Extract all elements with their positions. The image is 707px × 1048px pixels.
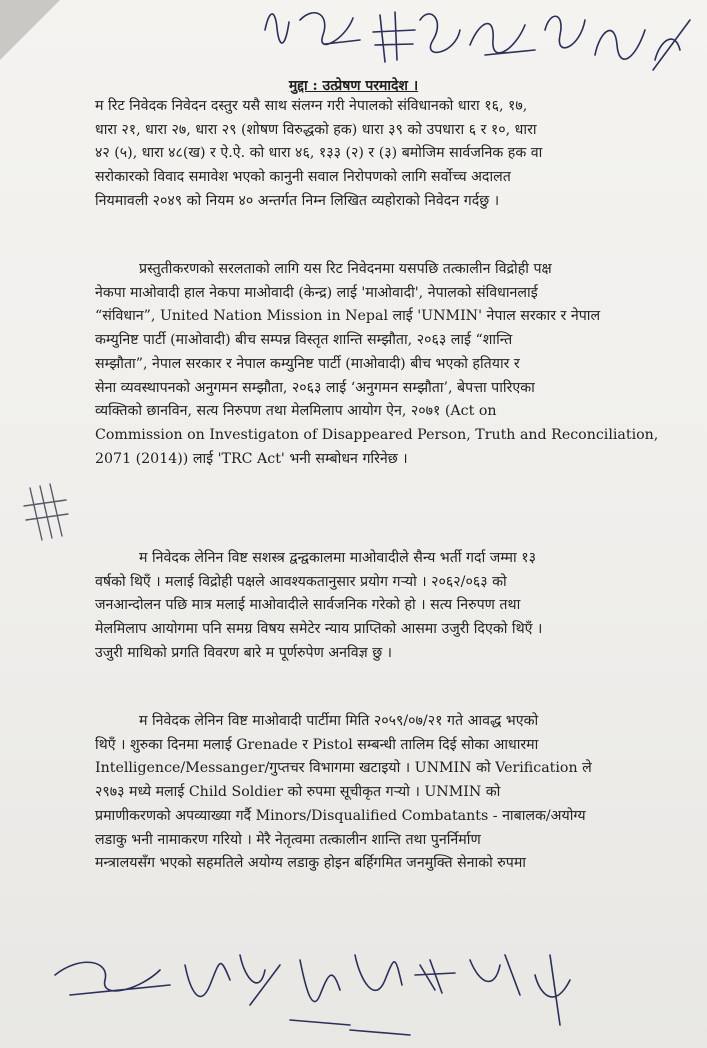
paragraph-2 bbox=[95, 258, 665, 471]
margin-hash-mark bbox=[20, 478, 70, 548]
text-line: म निवेदक लेनिन विष्ट सशस्त्र द्वन्द्वकालमा माओवादीले सैन्य भर्ती गर्दा जम्मा १३ bbox=[139, 550, 536, 566]
document-heading: मुद्दा : उत्प्रेषण परमादेश । bbox=[288, 78, 419, 94]
text-line: ४२ (५), धारा ४८(ख) र ऐ.ऐ. को धारा ४६, १३३ (२) र (३) बमोजिम सार्वजनिक हक वा bbox=[95, 145, 543, 162]
page-corner-shadow bbox=[0, 0, 60, 60]
text-line: जनआन्दोलन पछि मात्र मलाई माओवादीले सार्वजनिक गरेको हो । सत्य निरुपण तथा bbox=[95, 597, 521, 614]
paragraph-3 bbox=[95, 547, 665, 666]
text-line: सम्झौता”, नेपाल सरकार र नेपाल कम्युनिष्ट पार्टी (माओवादी) बीच भएको हतियार र bbox=[95, 355, 520, 372]
text-line: Commission on Investigaton of Disappeared Person, Truth and Reconciliation, bbox=[95, 426, 659, 443]
text-line: कम्युनिष्ट पार्टी (माओवादी) बीच सम्पन्न विस्तृत शान्ति सम्झौता, २०६३ लाई “शान्ति bbox=[95, 332, 513, 349]
text-line: थिएँ । शुरुका दिनमा मलाई Grenade र Pistol सम्बन्धी तालिम दिई सोका आधारमा bbox=[95, 736, 539, 753]
text-line: उजुरी माथिको प्रगति विवरण बारे म पूर्णरुपेण अनविज्ञ छु । bbox=[95, 644, 393, 661]
text-line: म निवेदक लेनिन विष्ट माओवादी पार्टीमा मिति २०५९/०७/२१ गते आवद्ध भएको bbox=[139, 713, 539, 729]
text-line: मेलमिलाप आयोगमा पनि समग्र विषय समेटेर न्याय प्राप्तिको आसमा उजुरी दिएको थिएँ । bbox=[95, 621, 543, 638]
handwritten-signatures-bottom bbox=[50, 935, 590, 1045]
text-line: प्रमाणीकरणको अपव्याख्या गर्दै Minors/Disqualified Combatants - नाबालक/अयोग्य bbox=[95, 807, 586, 824]
paragraph-1 bbox=[95, 95, 665, 214]
handwritten-signatures-top bbox=[255, 0, 695, 85]
text-line: “संविधान”, United Nation Mission in Nepal लाई 'UNMIN' नेपाल सरकार र नेपाल bbox=[95, 308, 601, 325]
text-line: नियमावली २०४९ को नियम ४० अन्तर्गत निम्न लिखित व्यहोराको निवेदन गर्दछु । bbox=[95, 192, 500, 209]
text-line: सेना व्यवस्थापनको अनुगमन सम्झौता, २०६३ लाई ‘अनुगमन सम्झौता’, बेपत्ता पारिएका bbox=[95, 379, 535, 396]
text-line: २९७३ मध्ये मलाई Child Soldier को रुपमा सूचीकृत गर्‍यो । UNMIN को bbox=[95, 784, 501, 801]
text-line: प्रस्तुतीकरणको सरलताको लागि यस रिट निवेदनमा यसपछि तत्कालीन विद्रोही पक्ष bbox=[139, 261, 552, 277]
text-line: Intelligence/Messanger/गुप्तचर विभागमा खटाइयो । UNMIN को Verification ले bbox=[95, 760, 592, 777]
paragraph-4 bbox=[95, 710, 665, 876]
text-line: म रिट निवेदक निवेदन दस्तुर यसै साथ संलग्न गरी नेपालको संविधानको धारा १६, १७, bbox=[95, 98, 528, 114]
text-line: धारा २१, धारा २७, धारा २९ (शोषण विरुद्धको हक) धारा ३९ को उपधारा ६ र १०, धारा bbox=[95, 121, 537, 138]
text-line: लडाकु भनी नामाकरण गरियो । मेरै नेतृत्वमा तत्कालीन शान्ति तथा पुनर्निर्माण bbox=[95, 831, 481, 848]
text-line: मन्त्रालयसँग भएको सहमतिले अयोग्य लडाकु होइन बर्हिगमित जनमुक्ति सेनाको रुपमा bbox=[95, 855, 526, 872]
text-line: व्यक्तिको छानविन, सत्य निरुपण तथा मेलमिलाप आयोग ऐन, २०७१ (Act on bbox=[95, 403, 497, 420]
text-line: 2071 (2014)) लाई 'TRC Act' भनी सम्बोधन गरिनेछ । bbox=[95, 450, 408, 467]
text-line: वर्षको थिएँ । मलाई विद्रोही पक्षले आवश्यकतानुसार प्रयोग गर्‍यो । २०६२/०६३ को bbox=[95, 573, 507, 590]
text-line: सरोकारको विवाद समावेश भएको कानुनी सवाल निरोपणको लागि सर्वोच्च अदालत bbox=[95, 169, 511, 186]
text-line: नेकपा माओवादी हाल नेकपा माओवादी (केन्द्र) लाई 'माओवादी', नेपालको संविधानलाई bbox=[95, 284, 538, 301]
